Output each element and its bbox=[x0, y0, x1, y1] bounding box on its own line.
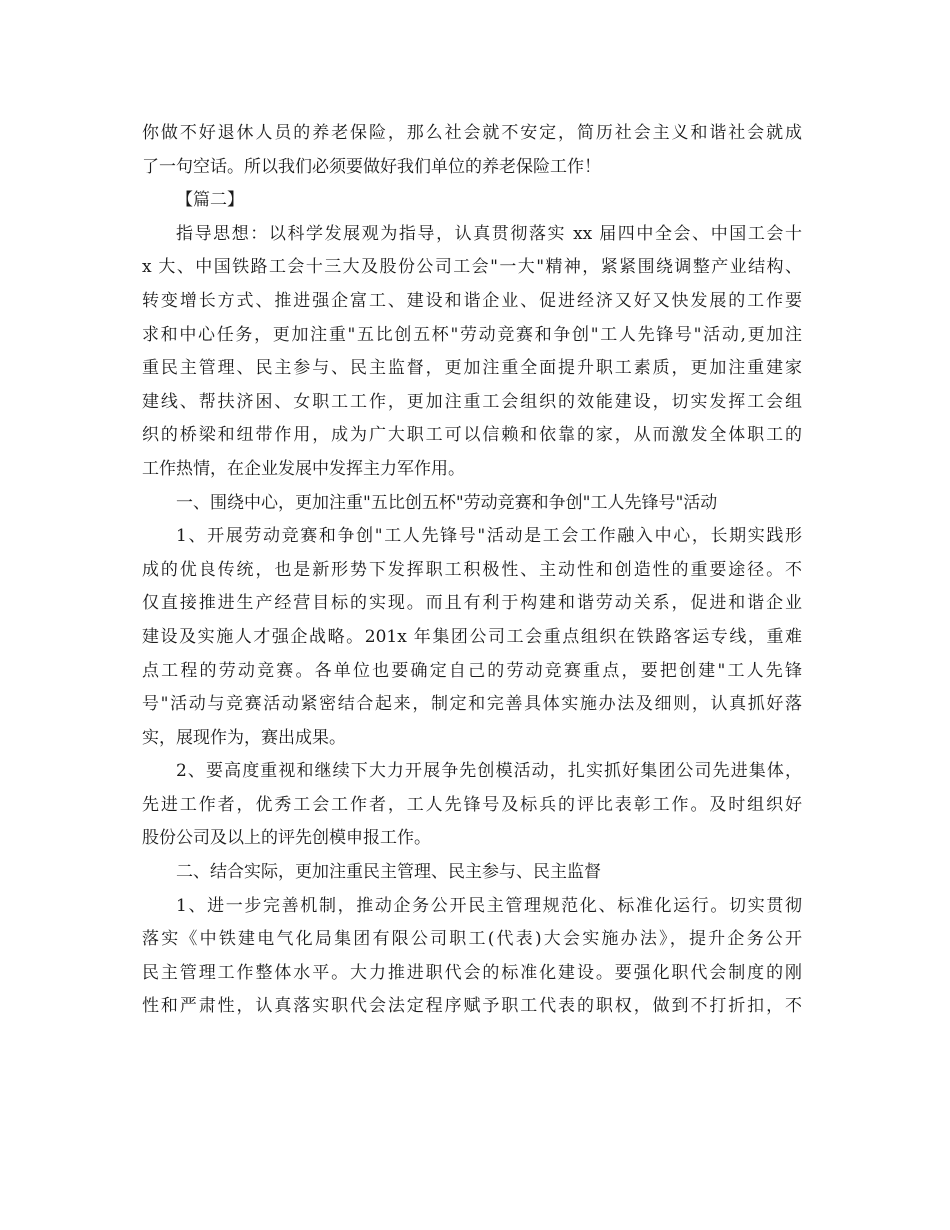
text-line: 求和中心任务，更加注重"五比创五杯"劳动竞赛和争创"工人先锋号"活动,更加注 bbox=[142, 324, 802, 345]
text-line: 二、结合实际，更加注重民主管理、民主参与、民主监督 bbox=[176, 862, 601, 883]
text-line: 工作热情，在企业发展中发挥主力军作用。 bbox=[142, 458, 465, 479]
text-line: 建线、帮扶济困、女职工工作，更加注重工会组织的效能建设，切实发挥工会组 bbox=[142, 391, 802, 412]
text-line: 【篇二】 bbox=[176, 190, 244, 211]
text-line: 落实《中铁建电气化局集团有限公司职工(代表)大会实施办法》，提升企务公开 bbox=[142, 929, 802, 950]
text-line: 成的优良传统，也是新形势下发挥职工积极性、主动性和创造性的重要途径。不 bbox=[142, 559, 802, 580]
text-line: 民主管理工作整体水平。大力推进职代会的标准化建设。要强化职代会制度的刚 bbox=[142, 962, 802, 983]
text-line: 先进工作者，优秀工会工作者，工人先锋号及标兵的评比表彰工作。及时组织好 bbox=[142, 794, 802, 815]
text-line: x 大、中国铁路工会十三大及股份公司工会"一大"精神，紧紧围绕调整产业结构、 bbox=[142, 257, 802, 278]
text-line: 2、要高度重视和继续下大力开展争先创模活动，扎实抓好集团公司先进集体， bbox=[176, 761, 802, 782]
text-line: 点工程的劳动竞赛。各单位也要确定自己的劳动竞赛重点，要把创建"工人先锋 bbox=[142, 660, 802, 681]
document-body bbox=[142, 117, 802, 1024]
text-line: 你做不好退休人员的养老保险，那么社会就不安定，简历社会主义和谐社会就成 bbox=[142, 123, 802, 143]
text-line: 重民主管理、民主参与、民主监督，更加注重全面提升职工素质，更加注重建家 bbox=[142, 358, 802, 379]
text-line: 建设及实施人才强企战略。201x 年集团公司工会重点组织在铁路客运专线，重难 bbox=[142, 626, 802, 647]
text-line: 号"活动与竞赛活动紧密结合起来，制定和完善具体实施办法及细则，认真抓好落 bbox=[142, 694, 802, 715]
text-line: 指导思想：以科学发展观为指导，认真贯彻落实 xx 届四中全会、中国工会十 bbox=[176, 223, 802, 244]
text-line: 1、进一步完善机制，推动企务公开民主管理规范化、标准化运行。切实贯彻 bbox=[176, 895, 802, 916]
text-line: 一、围绕中心，更加注重"五比创五杯"劳动竞赛和争创"工人先锋号"活动 bbox=[176, 492, 718, 513]
text-line: 股份公司及以上的评先创模申报工作。 bbox=[142, 828, 431, 849]
text-line: 了一句空话。所以我们必须要做好我们单位的养老保险工作！ bbox=[142, 156, 601, 177]
text-line: 1、开展劳动竞赛和争创"工人先锋号"活动是工会工作融入中心，长期实践形 bbox=[176, 526, 802, 547]
text-line: 织的桥梁和纽带作用，成为广大职工可以信赖和依靠的家，从而激发全体职工的 bbox=[142, 425, 802, 446]
text-line: 转变增长方式、推进强企富工、建设和谐企业、促进经济又好又快发展的工作要 bbox=[142, 290, 802, 311]
text-line: 仅直接推进生产经营目标的实现。而且有利于构建和谐劳动关系，促进和谐企业 bbox=[142, 593, 802, 614]
text-line: 性和严肃性，认真落实职代会法定程序赋予职工代表的职权，做到不打折扣，不 bbox=[142, 996, 802, 1017]
text-line: 实，展现作为，赛出成果。 bbox=[142, 727, 346, 748]
